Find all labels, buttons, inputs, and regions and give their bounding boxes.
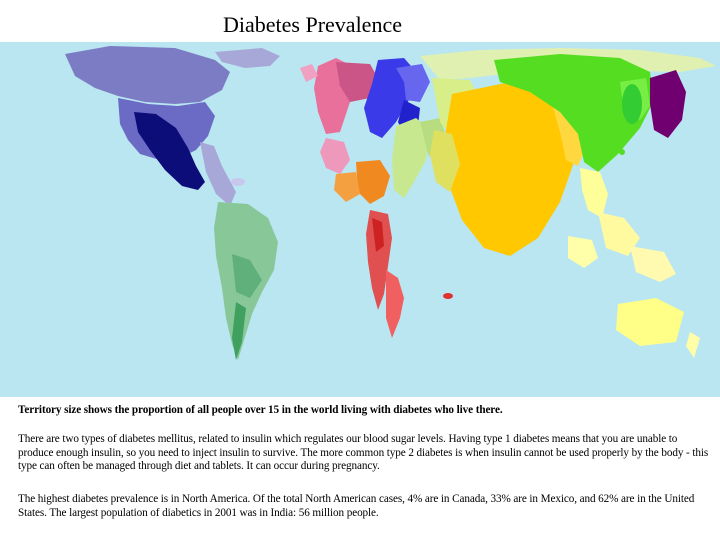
region-taiwan-korea-detail (622, 84, 642, 124)
world-cartogram-map (0, 42, 720, 397)
region-madagascar (443, 293, 453, 299)
description-paragraph-1: There are two types of diabetes mellitus, related to insulin which regulates our blood sugar levels. Having type 1 diabetes means that you are unable to produce enough insulin, so you need to inject insulin to survive. The more common type 2 diabetes is when insulin cannot be used properly by the body - this type can often be managed through diet and tablets. It can occur during pregnancy. (18, 433, 709, 473)
page-title: Diabetes Prevalence (223, 12, 402, 37)
map-caption: Territory size shows the proportion of all people over 15 in the world living with diabetes who live there. (18, 404, 503, 416)
description-paragraph-2: The highest diabetes prevalence is in North America. Of the total North American cases, 4% are in Canada, 33% are in Mexico, and 62% are in the United States. The largest population of diabetics in 2001 was in India: 56 million people. (18, 493, 695, 519)
region-hong-kong (619, 149, 625, 155)
region-caribbean (231, 178, 245, 186)
